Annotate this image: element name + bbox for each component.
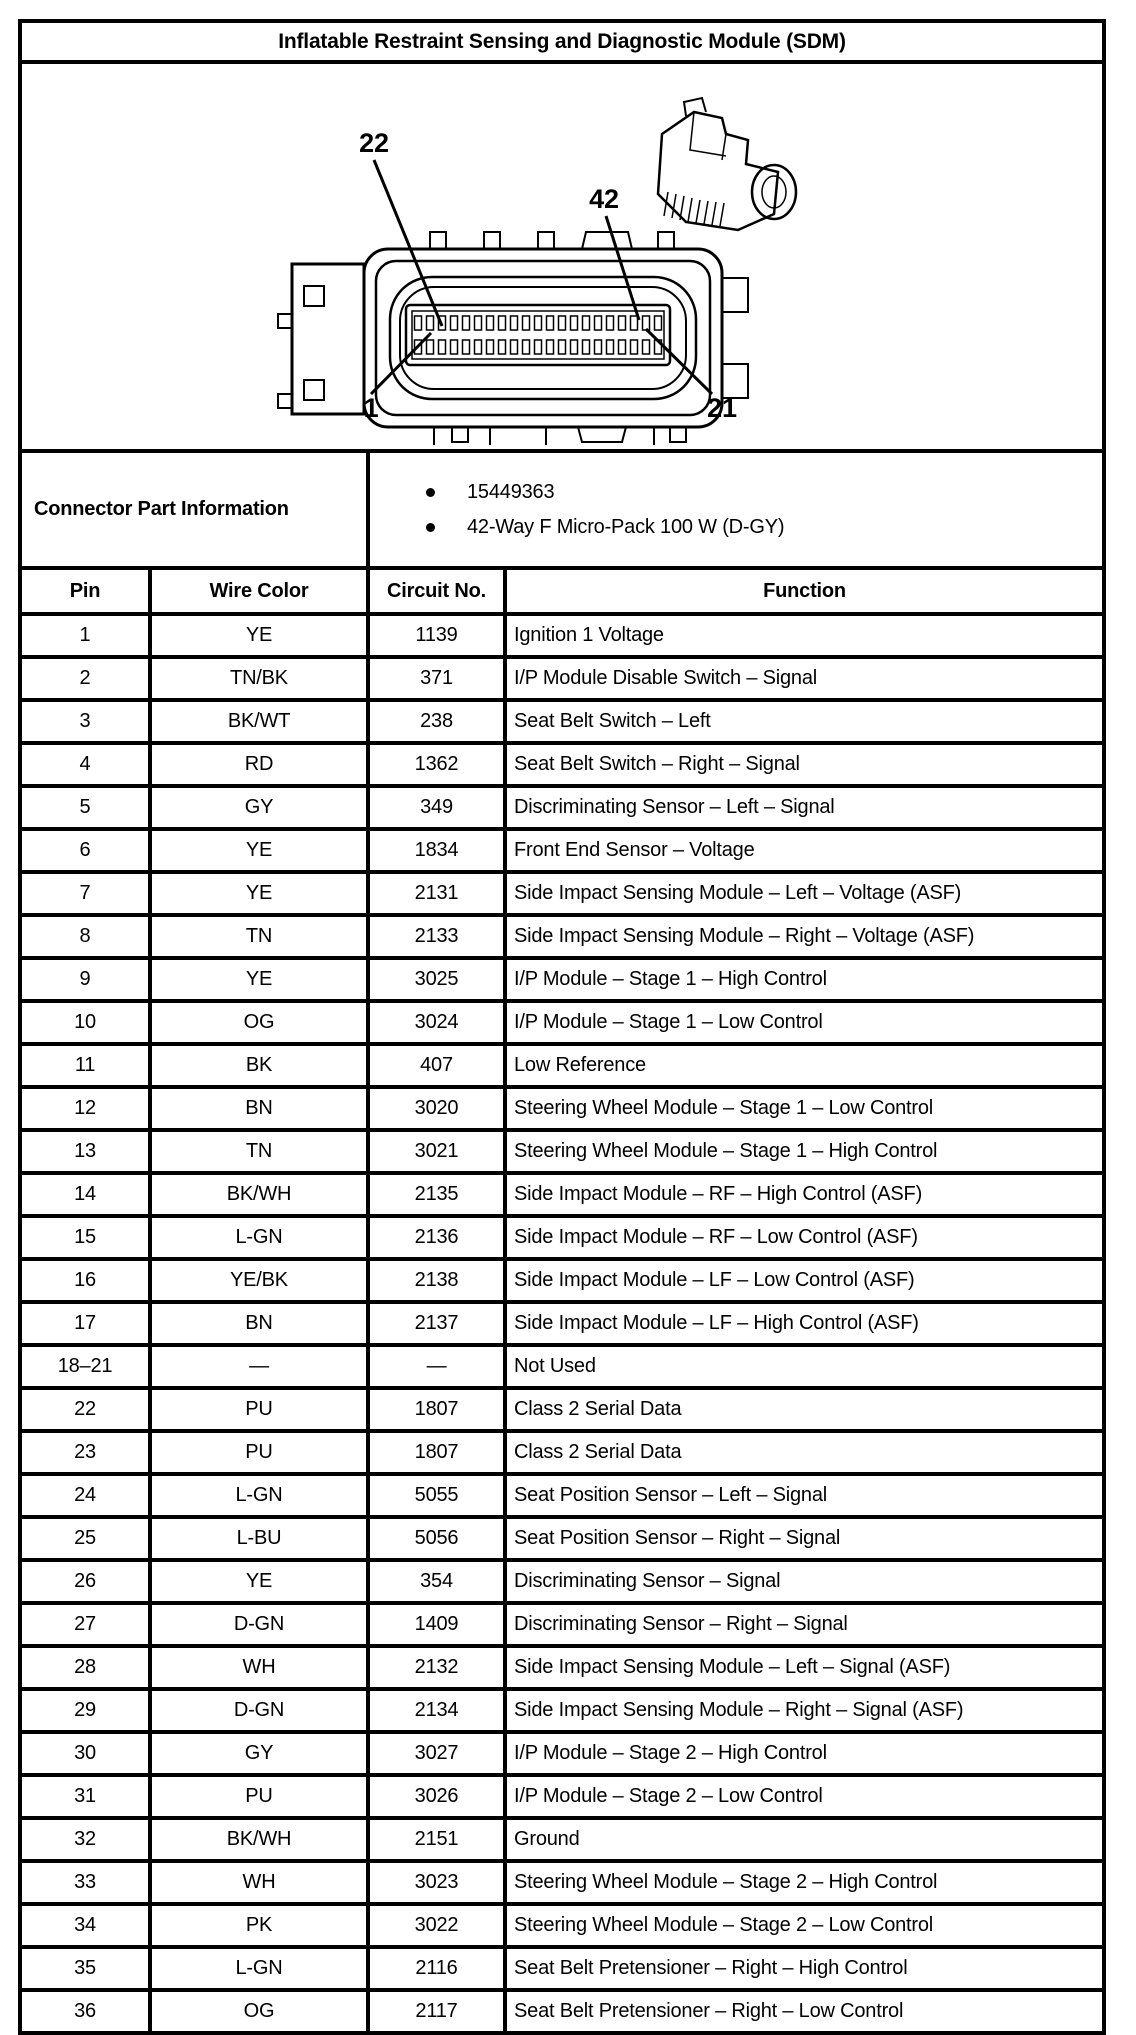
circuit-no-cell: 2136 <box>368 1216 505 1259</box>
table-row <box>20 1603 1104 1646</box>
connector-3d-view <box>658 98 796 230</box>
pin-cell: 23 <box>20 1431 150 1474</box>
pin-cell: 6 <box>20 829 150 872</box>
function-cell: Not Used <box>505 1345 1104 1388</box>
pin-cell: 17 <box>20 1302 150 1345</box>
table-row <box>20 1947 1104 1990</box>
table-row <box>20 1646 1104 1689</box>
function-cell: Side Impact Sensing Module – Right – Signal (ASF) <box>505 1689 1104 1732</box>
title-row <box>20 21 1104 62</box>
function-cell: Seat Belt Pretensioner – Right – High Control <box>505 1947 1104 1990</box>
table-row <box>20 1001 1104 1044</box>
circuit-no-cell: 2131 <box>368 872 505 915</box>
wire-color-cell: PU <box>150 1388 368 1431</box>
wire-color-cell: BN <box>150 1087 368 1130</box>
function-cell: Side Impact Module – LF – High Control (ASF) <box>505 1302 1104 1345</box>
wire-color-cell: TN <box>150 915 368 958</box>
table-row <box>20 1560 1104 1603</box>
part-info-items <box>368 451 1104 568</box>
pin-cell: 25 <box>20 1517 150 1560</box>
function-cell: Side Impact Sensing Module – Left – Voltage (ASF) <box>505 872 1104 915</box>
function-cell: Discriminating Sensor – Left – Signal <box>505 786 1104 829</box>
circuit-no-cell: 1807 <box>368 1431 505 1474</box>
wire-color-cell: L-GN <box>150 1947 368 1990</box>
wire-color-cell: PU <box>150 1431 368 1474</box>
figure-cell <box>20 62 1104 451</box>
wire-color-cell: L-GN <box>150 1216 368 1259</box>
connector-type: 42-Way F Micro-Pack 100 W (D-GY) <box>467 515 785 538</box>
table-row <box>20 1216 1104 1259</box>
table-row <box>20 1173 1104 1216</box>
pin-cell: 1 <box>20 614 150 657</box>
table-row <box>20 1388 1104 1431</box>
circuit-no-cell: 2116 <box>368 1947 505 1990</box>
wire-color-cell: TN/BK <box>150 657 368 700</box>
pin-cavity-band <box>412 311 664 359</box>
function-cell: Steering Wheel Module – Stage 2 – High Control <box>505 1861 1104 1904</box>
pin-cell: 16 <box>20 1259 150 1302</box>
table-row <box>20 743 1104 786</box>
circuit-no-cell: 1362 <box>368 743 505 786</box>
wire-color-cell: BK <box>150 1044 368 1087</box>
function-cell: Steering Wheel Module – Stage 1 – High Control <box>505 1130 1104 1173</box>
wire-color-cell: BK/WT <box>150 700 368 743</box>
wire-color-cell: D-GN <box>150 1689 368 1732</box>
connector-type-item <box>426 510 1101 545</box>
pin-cell: 36 <box>20 1990 150 2033</box>
function-cell: Side Impact Module – LF – Low Control (ASF) <box>505 1259 1104 1302</box>
header-pin: Pin <box>20 568 150 614</box>
wire-color-cell: TN <box>150 1130 368 1173</box>
wire-color-cell: YE <box>150 872 368 915</box>
wire-color-cell: L-BU <box>150 1517 368 1560</box>
function-cell: Seat Position Sensor – Left – Signal <box>505 1474 1104 1517</box>
circuit-no-cell: 1139 <box>368 614 505 657</box>
pin-cell: 4 <box>20 743 150 786</box>
circuit-no-cell: 3022 <box>368 1904 505 1947</box>
function-cell: I/P Module – Stage 1 – High Control <box>505 958 1104 1001</box>
pin-cell: 28 <box>20 1646 150 1689</box>
function-cell: Ground <box>505 1818 1104 1861</box>
function-cell: Side Impact Module – RF – High Control (ASF) <box>505 1173 1104 1216</box>
wire-color-cell: YE <box>150 958 368 1001</box>
table-row <box>20 1431 1104 1474</box>
table-row <box>20 1259 1104 1302</box>
wire-color-cell: OG <box>150 1001 368 1044</box>
circuit-no-cell: 2134 <box>368 1689 505 1732</box>
pin-cell: 27 <box>20 1603 150 1646</box>
wire-color-cell: YE <box>150 829 368 872</box>
callout-pin-42: 42 <box>589 184 619 214</box>
function-cell: Seat Position Sensor – Right – Signal <box>505 1517 1104 1560</box>
wire-color-cell: WH <box>150 1861 368 1904</box>
wire-color-cell: YE/BK <box>150 1259 368 1302</box>
callout-pin-22: 22 <box>359 128 389 158</box>
function-cell: I/P Module Disable Switch – Signal <box>505 657 1104 700</box>
table-row <box>20 1904 1104 1947</box>
pin-cell: 12 <box>20 1087 150 1130</box>
bullet-icon <box>426 523 435 532</box>
table-row <box>20 700 1104 743</box>
pin-cell: 24 <box>20 1474 150 1517</box>
table-row <box>20 1345 1104 1388</box>
pin-table-body <box>20 614 1104 2033</box>
function-cell: Side Impact Module – RF – Low Control (ASF) <box>505 1216 1104 1259</box>
wire-color-cell: L-GN <box>150 1474 368 1517</box>
circuit-no-cell: 1409 <box>368 1603 505 1646</box>
function-cell: I/P Module – Stage 1 – Low Control <box>505 1001 1104 1044</box>
function-cell: Discriminating Sensor – Right – Signal <box>505 1603 1104 1646</box>
circuit-no-cell: 371 <box>368 657 505 700</box>
table-row <box>20 786 1104 829</box>
page-title: Inflatable Restraint Sensing and Diagnostic Module (SDM) <box>20 21 1104 62</box>
wire-color-cell: BN <box>150 1302 368 1345</box>
pin-cell: 29 <box>20 1689 150 1732</box>
circuit-no-cell: 3024 <box>368 1001 505 1044</box>
connector-document-table <box>18 19 1106 2035</box>
callout-pin-1: 1 <box>363 393 379 423</box>
function-cell: Seat Belt Pretensioner – Right – Low Control <box>505 1990 1104 2033</box>
wire-color-cell: GY <box>150 1732 368 1775</box>
circuit-no-cell: 2117 <box>368 1990 505 2033</box>
circuit-no-cell: 238 <box>368 700 505 743</box>
circuit-no-cell: 1807 <box>368 1388 505 1431</box>
part-info-row <box>20 451 1104 568</box>
table-row <box>20 915 1104 958</box>
wire-color-cell: OG <box>150 1990 368 2033</box>
wire-color-cell: PU <box>150 1775 368 1818</box>
mounting-bracket <box>278 264 364 414</box>
pin-cell: 33 <box>20 1861 150 1904</box>
pin-cell: 3 <box>20 700 150 743</box>
wire-color-cell: RD <box>150 743 368 786</box>
connector-front-view <box>278 232 748 445</box>
circuit-no-cell: 3023 <box>368 1861 505 1904</box>
wire-color-cell: YE <box>150 1560 368 1603</box>
circuit-no-cell: 3025 <box>368 958 505 1001</box>
wire-color-cell: WH <box>150 1646 368 1689</box>
table-row <box>20 1087 1104 1130</box>
table-row <box>20 1517 1104 1560</box>
part-info-label: Connector Part Information <box>20 451 368 568</box>
circuit-no-cell: 2135 <box>368 1173 505 1216</box>
table-row <box>20 872 1104 915</box>
wire-color-cell: PK <box>150 1904 368 1947</box>
connector-diagram <box>22 64 1098 449</box>
circuit-no-cell: 3020 <box>368 1087 505 1130</box>
circuit-no-cell: 3027 <box>368 1732 505 1775</box>
pin-cell: 13 <box>20 1130 150 1173</box>
table-row <box>20 1775 1104 1818</box>
housing-tabs-top <box>430 232 674 249</box>
circuit-no-cell: 3021 <box>368 1130 505 1173</box>
function-cell: Front End Sensor – Voltage <box>505 829 1104 872</box>
latch-wings <box>722 278 748 398</box>
pin-cell: 31 <box>20 1775 150 1818</box>
pin-cell: 7 <box>20 872 150 915</box>
pin-cell: 2 <box>20 657 150 700</box>
housing-tabs-bottom <box>434 427 686 445</box>
circuit-no-cell: 349 <box>368 786 505 829</box>
function-cell: Ignition 1 Voltage <box>505 614 1104 657</box>
function-cell: Seat Belt Switch – Right – Signal <box>505 743 1104 786</box>
table-row <box>20 657 1104 700</box>
function-cell: Class 2 Serial Data <box>505 1431 1104 1474</box>
circuit-no-cell: — <box>368 1345 505 1388</box>
function-cell: Seat Belt Switch – Left <box>505 700 1104 743</box>
table-row <box>20 1474 1104 1517</box>
header-wire-color: Wire Color <box>150 568 368 614</box>
circuit-no-cell: 407 <box>368 1044 505 1087</box>
header-circuit-no: Circuit No. <box>368 568 505 614</box>
table-row <box>20 1990 1104 2033</box>
pin-cell: 10 <box>20 1001 150 1044</box>
function-cell: I/P Module – Stage 2 – High Control <box>505 1732 1104 1775</box>
function-cell: Steering Wheel Module – Stage 2 – Low Control <box>505 1904 1104 1947</box>
part-number: 15449363 <box>467 480 555 503</box>
pin-cell: 5 <box>20 786 150 829</box>
circuit-no-cell: 2137 <box>368 1302 505 1345</box>
circuit-no-cell: 2151 <box>368 1818 505 1861</box>
table-row <box>20 1818 1104 1861</box>
table-row <box>20 958 1104 1001</box>
circuit-no-cell: 5055 <box>368 1474 505 1517</box>
function-cell: Steering Wheel Module – Stage 1 – Low Control <box>505 1087 1104 1130</box>
figure-row <box>20 62 1104 451</box>
pin-cell: 22 <box>20 1388 150 1431</box>
function-cell: Side Impact Sensing Module – Left – Signal (ASF) <box>505 1646 1104 1689</box>
header-row <box>20 568 1104 614</box>
function-cell: Low Reference <box>505 1044 1104 1087</box>
circuit-no-cell: 2133 <box>368 915 505 958</box>
circuit-no-cell: 5056 <box>368 1517 505 1560</box>
bullet-icon <box>426 488 435 497</box>
part-number-item <box>426 475 1101 510</box>
function-cell: Side Impact Sensing Module – Right – Voltage (ASF) <box>505 915 1104 958</box>
wire-color-cell: — <box>150 1345 368 1388</box>
circuit-no-cell: 3026 <box>368 1775 505 1818</box>
table-row <box>20 1302 1104 1345</box>
header-function: Function <box>505 568 1104 614</box>
table-row <box>20 1861 1104 1904</box>
wire-color-cell: BK/WH <box>150 1173 368 1216</box>
table-row <box>20 829 1104 872</box>
circuit-no-cell: 354 <box>368 1560 505 1603</box>
table-row <box>20 1732 1104 1775</box>
pin-cell: 11 <box>20 1044 150 1087</box>
pin-cell: 32 <box>20 1818 150 1861</box>
table-row <box>20 614 1104 657</box>
wire-color-cell: GY <box>150 786 368 829</box>
circuit-no-cell: 2138 <box>368 1259 505 1302</box>
function-cell: Discriminating Sensor – Signal <box>505 1560 1104 1603</box>
callout-pin-21: 21 <box>707 393 737 423</box>
circuit-no-cell: 1834 <box>368 829 505 872</box>
wire-color-cell: YE <box>150 614 368 657</box>
circuit-no-cell: 2132 <box>368 1646 505 1689</box>
pin-cell: 15 <box>20 1216 150 1259</box>
pin-cell: 26 <box>20 1560 150 1603</box>
pin-cell: 35 <box>20 1947 150 1990</box>
table-row <box>20 1689 1104 1732</box>
pin-cell: 34 <box>20 1904 150 1947</box>
function-cell: Class 2 Serial Data <box>505 1388 1104 1431</box>
pin-cell: 14 <box>20 1173 150 1216</box>
pin-cell: 9 <box>20 958 150 1001</box>
table-row <box>20 1044 1104 1087</box>
function-cell: I/P Module – Stage 2 – Low Control <box>505 1775 1104 1818</box>
pin-cell: 18–21 <box>20 1345 150 1388</box>
wire-color-cell: D-GN <box>150 1603 368 1646</box>
table-row <box>20 1130 1104 1173</box>
wire-color-cell: BK/WH <box>150 1818 368 1861</box>
pin-cell: 8 <box>20 915 150 958</box>
pin-cell: 30 <box>20 1732 150 1775</box>
